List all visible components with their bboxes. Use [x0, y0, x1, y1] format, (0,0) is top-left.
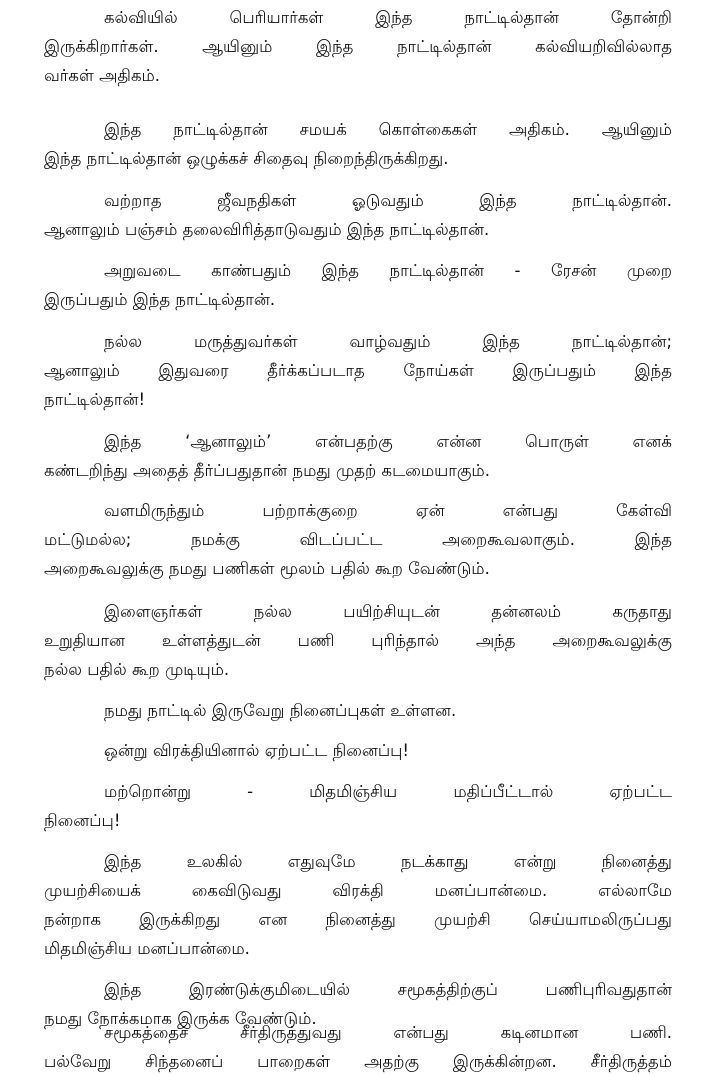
text-line: இந்த உலகில் எதுவுமே நடக்காது என்று நினைத்து — [104, 852, 672, 871]
paragraph — [44, 847, 672, 963]
text-line: மட்டுமல்ல; நமக்கு விடப்பட்ட அறைகூவலாகும். இந்த — [44, 530, 672, 549]
text-line: ஆனாலும் பஞ்சம் தலைவிரித்தாடுவதும் இந்த நாட்டில்தான். — [44, 220, 490, 239]
text-line: நாட்டில்தான்! — [44, 390, 146, 409]
paragraph — [44, 496, 672, 583]
text-line: நல்ல பதில் கூற முடியும். — [44, 660, 230, 679]
paragraph — [44, 597, 672, 684]
text-line: கல்வியில் பெரியார்கள் இந்த நாட்டில்தான் தோன்றி — [104, 8, 672, 27]
paragraph — [44, 427, 672, 485]
paragraph — [44, 115, 672, 173]
paragraph — [44, 696, 672, 725]
text-line: உறுதியான உள்ளத்துடன் பணி புரிந்தால் அந்த அறைகூவலுக்கு — [44, 631, 672, 650]
text-line: வற்றாத ஜீவநதிகள் ஓடுவதும் இந்த நாட்டில்தான். — [104, 191, 672, 210]
text-line: நமது நாட்டில் இருவேறு நினைப்புகள் உள்ளன. — [104, 701, 457, 720]
text-line: நினைப்பு! — [44, 811, 121, 830]
text-line: இந்த இரண்டுக்குமிடையில் சமூகத்திற்குப் பணிபுரிவதுதான் — [104, 980, 672, 999]
text-line: வளமிருந்தும் பற்றாக்குறை ஏன் என்பது கேள்வி — [104, 501, 672, 520]
text-line: வர்கள் அதிகம். — [44, 66, 161, 85]
text-line: அறைகூவலுக்கு நமது பணிகள் மூலம் பதில் கூற வேண்டும். — [44, 559, 490, 578]
text-line: சமூகத்தைச் சீர்திருத்துவது என்பது கடினமான பணி. — [104, 1023, 672, 1042]
paragraph — [44, 256, 672, 314]
paragraph — [44, 1018, 672, 1076]
text-line: மிதமிஞ்சிய மனப்பான்மை. — [44, 939, 250, 958]
text-line: இந்த நாட்டில்தான் சமயக் கொள்கைகள் அதிகம். ஆயினும் — [104, 120, 672, 139]
text-line: இருக்கிறார்கள். ஆயினும் இந்த நாட்டில்தான் கல்வியறிவில்லாத — [44, 37, 672, 56]
paragraph — [44, 736, 672, 765]
text-line: ஒன்று விரக்தியினால் ஏற்பட்ட நினைப்பு! — [104, 741, 410, 760]
paragraph — [44, 327, 672, 414]
paragraph — [44, 3, 672, 90]
text-line: மற்றொன்று - மிதமிஞ்சிய மதிப்பீட்டால் ஏற்பட்ட — [104, 782, 672, 801]
text-line: இளைஞர்கள் நல்ல பயிற்சியுடன் தன்னலம் கருதாது — [104, 602, 672, 621]
paragraph — [44, 186, 672, 244]
text-line: கண்டறிந்து அதைத் தீர்ப்பதுதான் நமது முதற் கடமையாகும். — [44, 461, 490, 480]
text-line: பல்வேறு சிந்தனைப் பாறைகள் அதற்கு இருக்கின்றன. சீர்திருத்தம் — [44, 1052, 672, 1071]
text-line: நமது நோக்கமாக இருக்க வேண்டும். — [44, 1009, 317, 1028]
text-line: முயற்சியைக் கைவிடுவது விரக்தி மனப்பான்மை. எல்லாமே — [44, 881, 672, 900]
text-line: நல்ல மருத்துவர்கள் வாழ்வதும் இந்த நாட்டில்தான்; — [104, 332, 672, 351]
text-line: ஆனாலும் இதுவரை தீர்க்கப்படாத நோய்கள் இருப்பதும் இந்த — [44, 361, 672, 380]
text-line: இந்த நாட்டில்தான் ஒழுக்கச் சிதைவு நிறைந்திருக்கிறது. — [44, 149, 449, 168]
text-line: நன்றாக இருக்கிறது என நினைத்து முயற்சி செய்யாமலிருப்பது — [44, 910, 672, 929]
text-line: இருப்பதும் இந்த நாட்டில்தான். — [44, 290, 276, 309]
paragraph — [44, 777, 672, 835]
text-line: இந்த ‘ஆனாலும்’ என்பதற்கு என்ன பொருள் எனக் — [104, 432, 672, 451]
text-line: அறுவடை காண்பதும் இந்த நாட்டில்தான் - ரேசன் முறை — [104, 261, 672, 280]
